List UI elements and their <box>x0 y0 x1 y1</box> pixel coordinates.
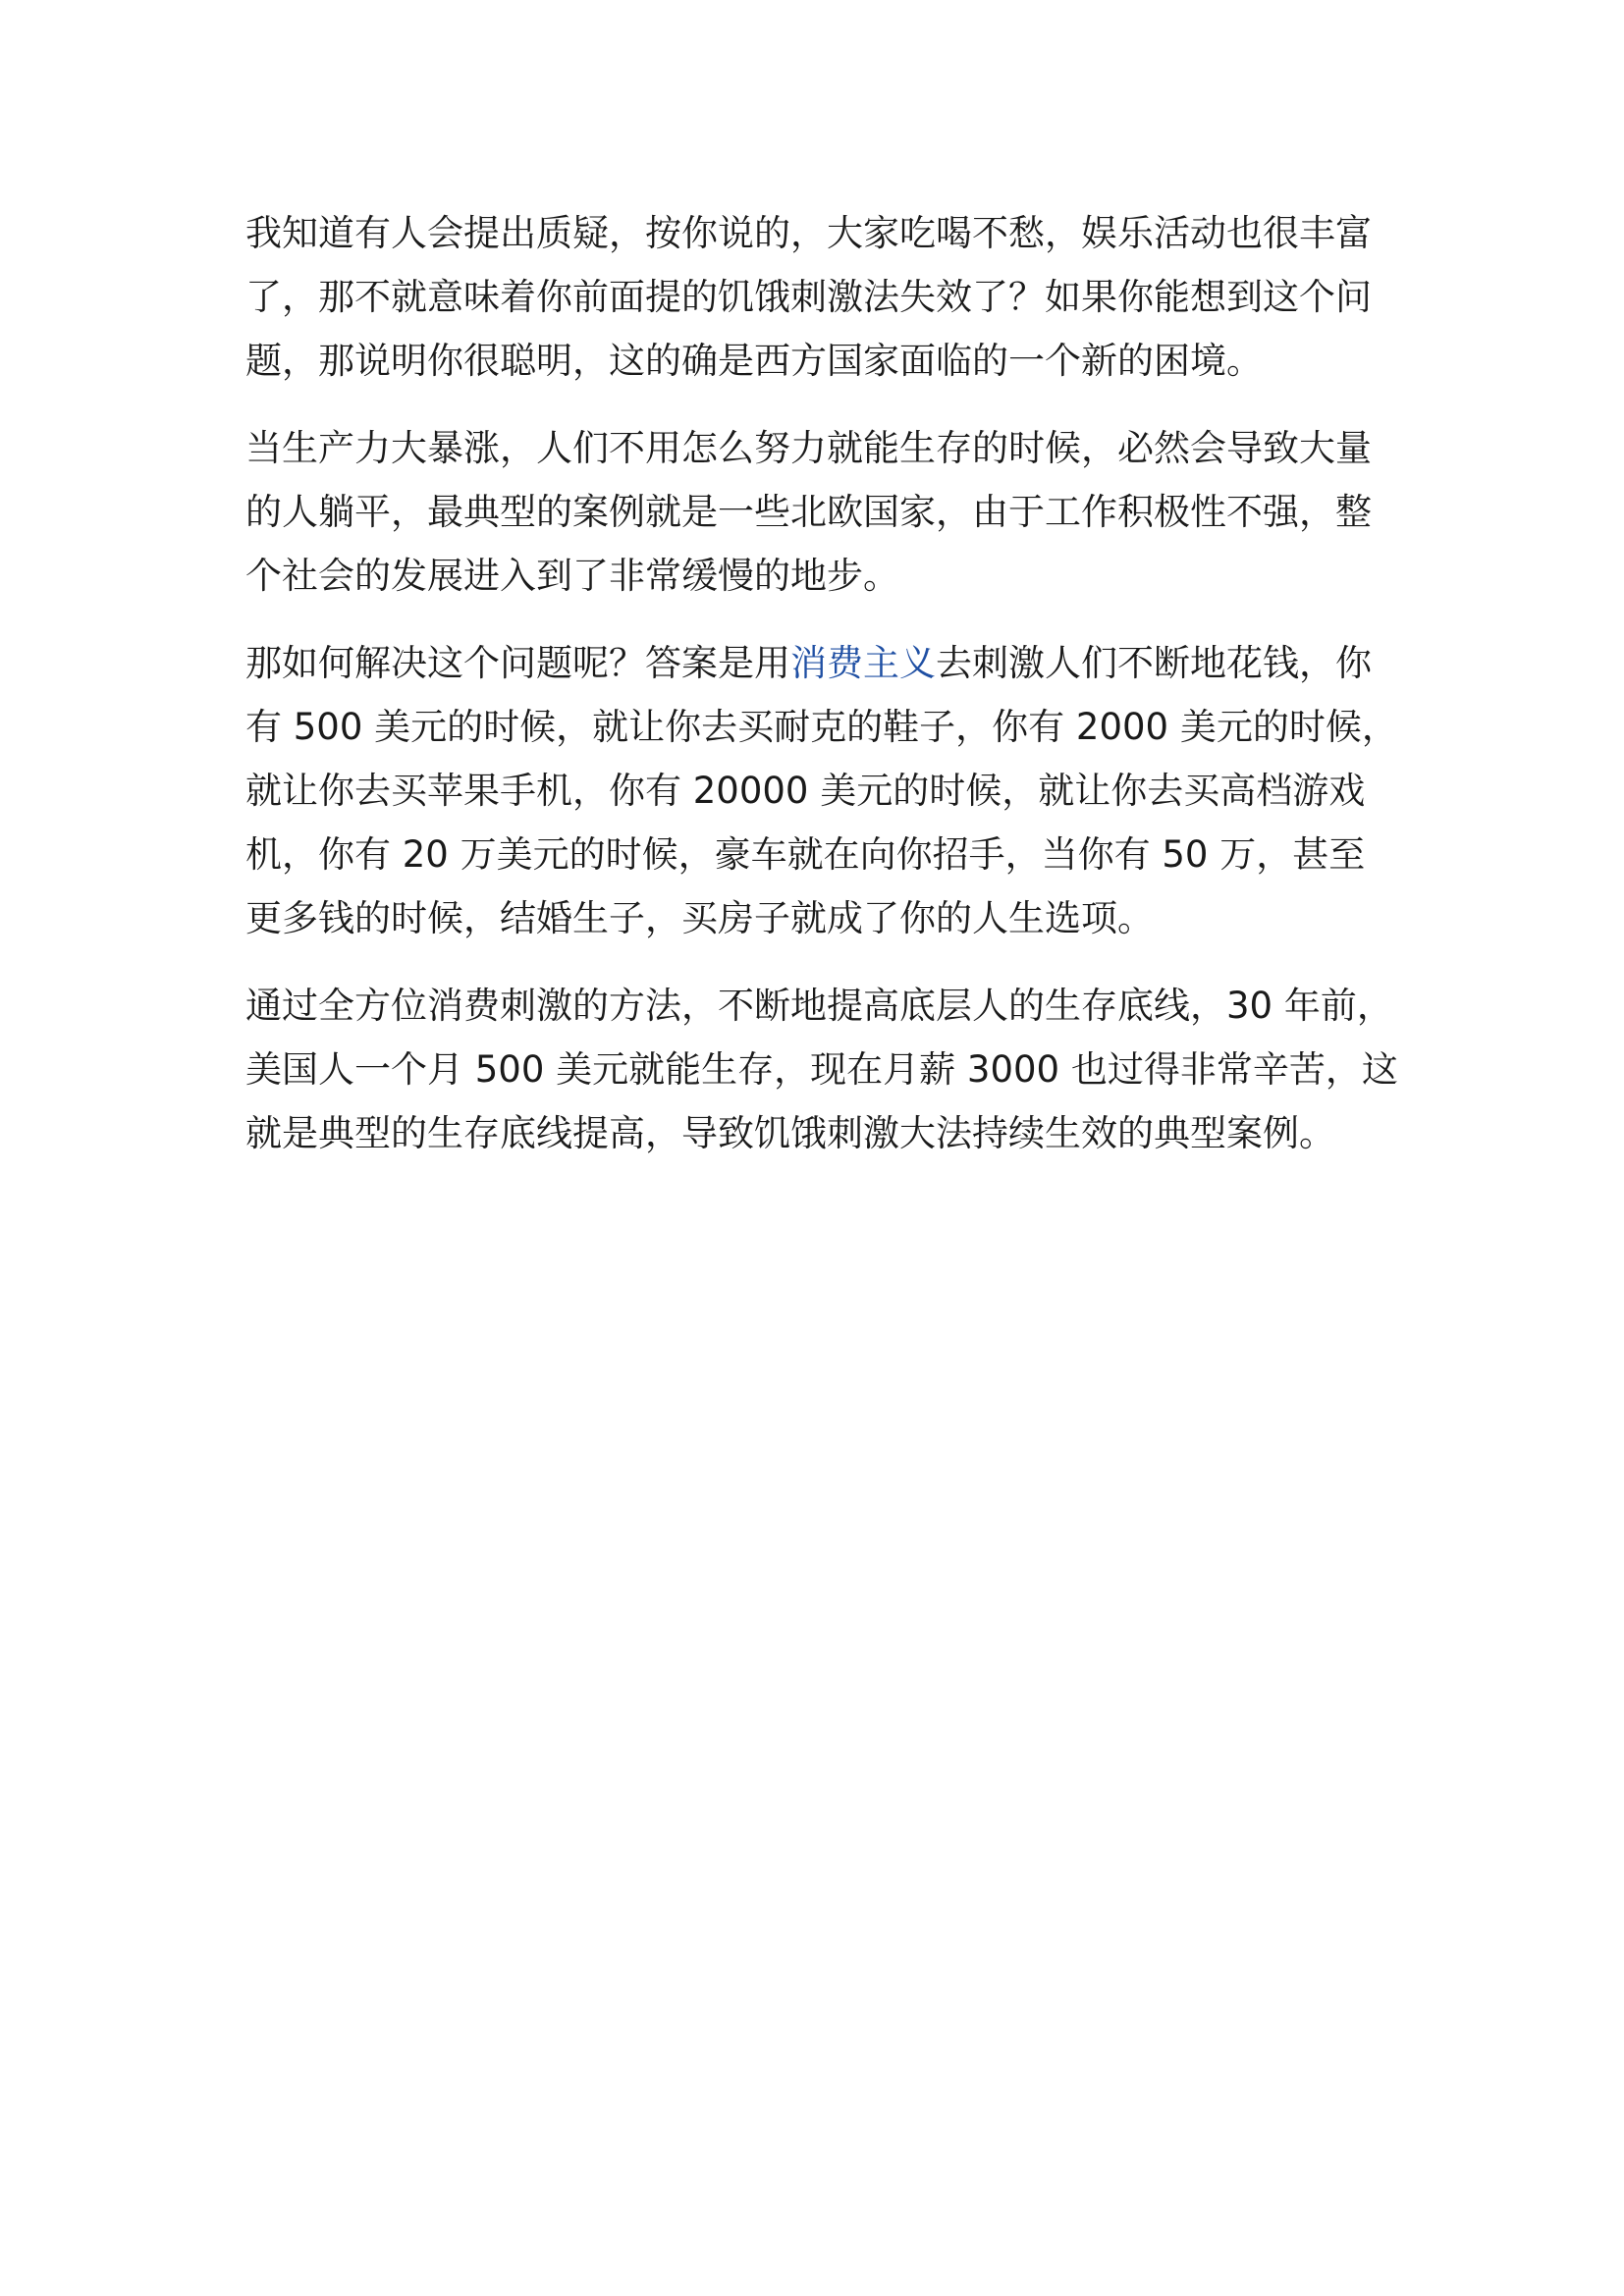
text-segment: 去刺激人们不断地花钱，你 <box>936 642 1372 684</box>
text-line: 题，那说明你很聪明，这的确是西方国家面临的一个新的困境。 <box>245 340 1263 382</box>
article-body <box>245 201 1398 1189</box>
paragraph-4 <box>245 974 1398 1165</box>
paragraph-3 <box>245 631 1398 950</box>
consumerism-link[interactable]: 消费主义 <box>790 642 936 684</box>
text-line: 我知道有人会提出质疑，按你说的，大家吃喝不愁，娱乐活动也很丰富 <box>245 212 1372 254</box>
text-line: 当生产力大暴涨，人们不用怎么努力就能生存的时候，必然会导致大量 <box>245 427 1372 469</box>
text-line: 个社会的发展进入到了非常缓慢的地步。 <box>245 555 899 597</box>
text-line: 了，那不就意味着你前面提的饥饿刺激法失效了？如果你能想到这个问 <box>245 276 1372 318</box>
text-line: 就让你去买苹果手机，你有 20000 美元的时候，就让你去买高档游戏 <box>245 770 1366 812</box>
text-line: 机，你有 20 万美元的时候，豪车就在向你招手，当你有 50 万，甚至 <box>245 833 1366 876</box>
text-line: 更多钱的时候，结婚生子，买房子就成了你的人生选项。 <box>245 897 1154 939</box>
text-line: 有 500 美元的时候，就让你去买耐克的鞋子，你有 2000 美元的时候， <box>245 706 1398 748</box>
text-line: 美国人一个月 500 美元就能生存，现在月薪 3000 也过得非常辛苦，这 <box>245 1048 1398 1091</box>
text-line: 就是典型的生存底线提高，导致饥饿刺激大法持续生效的典型案例。 <box>245 1112 1335 1154</box>
text-segment: 那如何解决这个问题呢？答案是用 <box>245 642 790 684</box>
text-line: 通过全方位消费刺激的方法，不断地提高底层人的生存底线，30 年前， <box>245 985 1393 1027</box>
paragraph-1 <box>245 201 1394 393</box>
paragraph-2 <box>245 416 1394 608</box>
text-line-with-link <box>245 631 1394 695</box>
text-line: 的人躺平，最典型的案例就是一些北欧国家，由于工作积极性不强，整 <box>245 491 1372 533</box>
